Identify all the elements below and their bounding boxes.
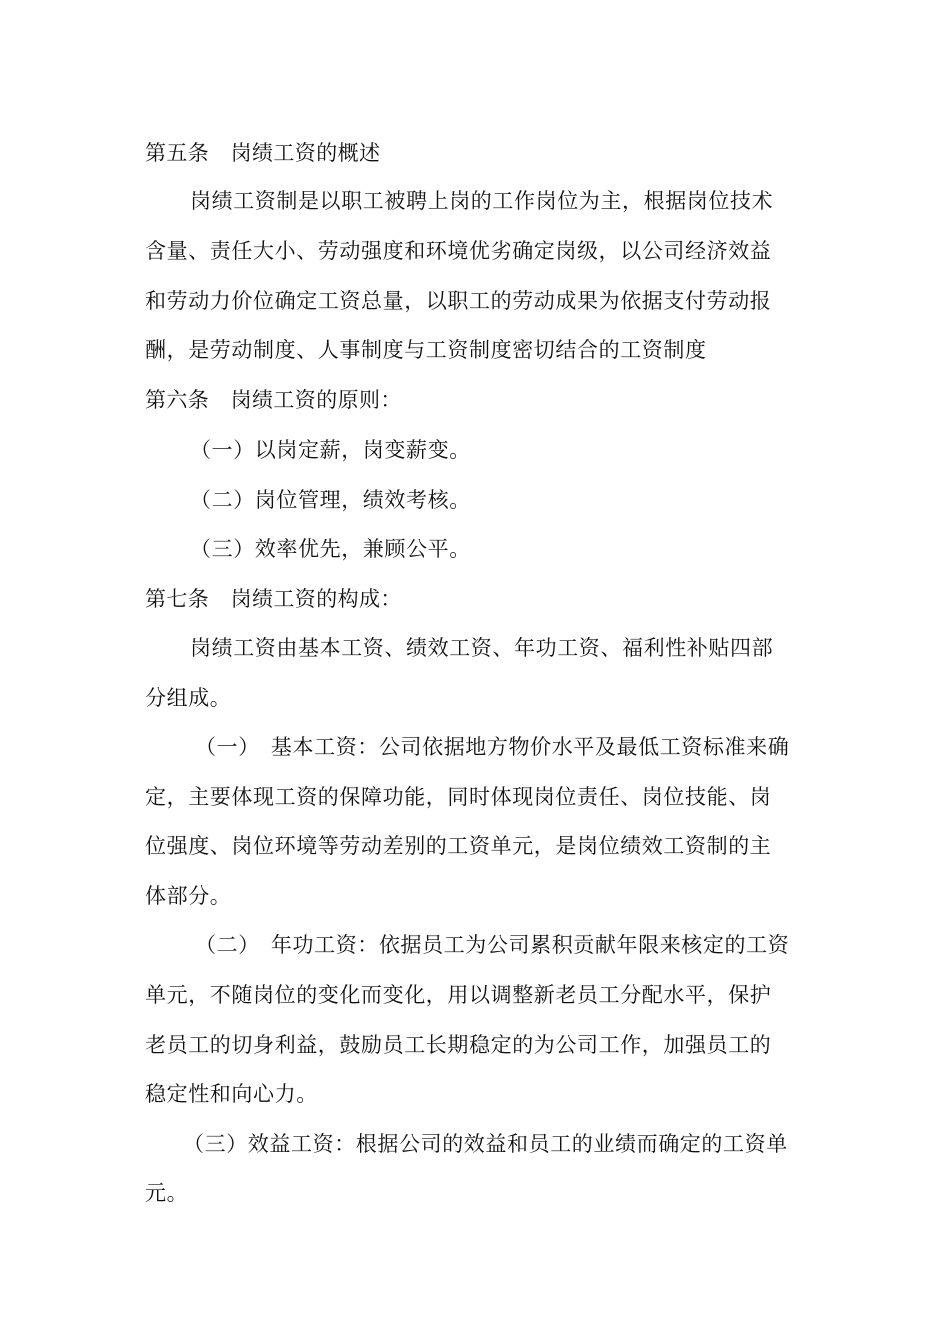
paragraph-line: 定，主要体现工资的保障功能，同时体现岗位责任、岗位技能、岗 [145,785,772,809]
paragraph-line: 元。 [145,1181,189,1205]
principle-item: （三）效率优先，兼顾公平。 [190,537,471,561]
paragraph-line: 分组成。 [145,686,232,710]
paragraph-line: 岗绩工资制是以职工被聘上岗的工作岗位为主，根据岗位技术 [190,189,774,213]
paragraph-line: 体部分。 [145,884,232,908]
paragraph-line: 岗绩工资由基本工资、绩效工资、年功工资、福利性补贴四部 [190,636,774,660]
paragraph-line: 酬，是劳动制度、人事制度与工资制度密切结合的工资制度 [145,338,707,362]
paragraph-line: 稳定性和向心力。 [145,1082,318,1106]
composition-item-seniority: （二） 年功工资：依据员工为公司累积贡献年限来核定的工资 [195,933,790,957]
paragraph-line: 位强度、岗位环境等劳动差别的工资单元，是岗位绩效工资制的主 [145,834,772,858]
paragraph-line: 单元，不随岗位的变化而变化，用以调整新老员工分配水平，保护 [145,983,772,1007]
article-5-heading: 第五条 岗绩工资的概述 [145,141,381,165]
composition-item-benefit: （三）效益工资：根据公司的效益和员工的业绩而确定的工资单 [183,1132,788,1156]
principle-item: （一）以岗定薪，岗变薪变。 [190,438,471,462]
composition-item-basic: （一） 基本工资：公司依据地方物价水平及最低工资标准来确 [195,735,790,759]
paragraph-line: 和劳动力价位确定工资总量，以职工的劳动成果为依据支付劳动报 [145,289,772,313]
article-6-heading: 第六条 岗绩工资的原则： [145,388,402,412]
paragraph-line: 含量、责任大小、劳动强度和环境优劣确定岗级，以公司经济效益 [145,239,772,263]
principle-item: （二）岗位管理，绩效考核。 [190,488,471,512]
article-7-heading: 第七条 岗绩工资的构成： [145,587,402,611]
paragraph-line: 老员工的切身利益，鼓励员工长期稳定的为公司工作，加强员工的 [145,1033,772,1057]
